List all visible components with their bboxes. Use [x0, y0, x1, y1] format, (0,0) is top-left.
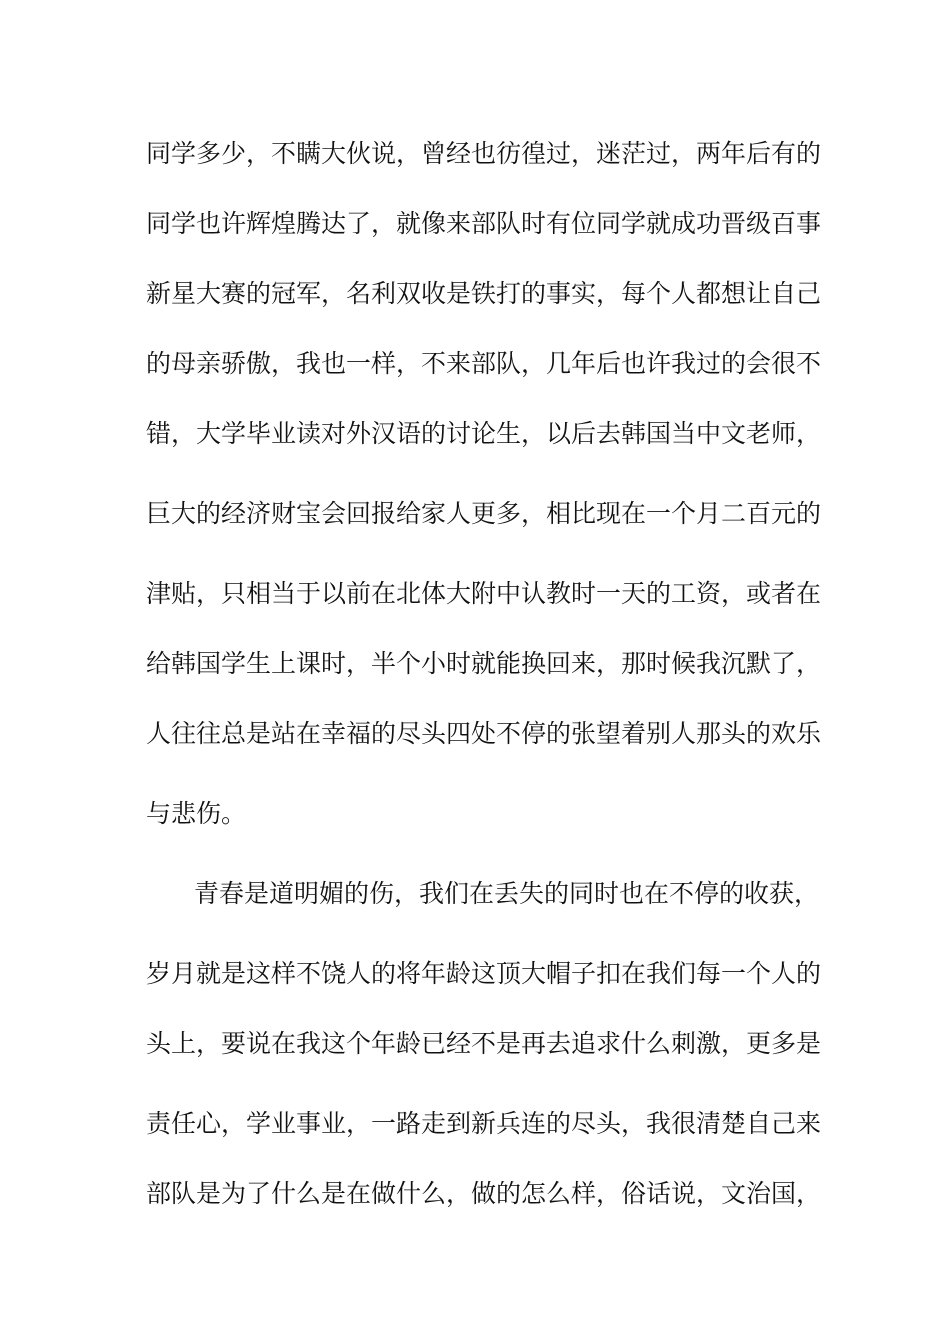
paragraph-2-line-1: 青春是道明媚的伤，我们在丢失的同时也在不停的收获， — [194, 879, 820, 908]
paragraph-1-line-7: 津贴，只相当于以前在北体大附中认教时一天的工资，或者在 — [146, 579, 822, 608]
paragraph-2-line-3: 头上，要说在我这个年龄已经不是再去追求什么刺激，更多是 — [146, 1029, 822, 1058]
paragraph-1-line-5: 错，大学毕业读对外汉语的讨论生，以后去韩国当中文老师， — [146, 419, 822, 448]
paragraph-2-line-4: 责任心，学业事业，一路走到新兵连的尽头，我很清楚自己来 — [146, 1109, 822, 1138]
paragraph-1-line-1: 同学多少，不瞒大伙说，曾经也彷徨过，迷茫过，两年后有的 — [146, 139, 822, 168]
paragraph-1-line-8: 给韩国学生上课时，半个小时就能换回来，那时候我沉默了， — [146, 649, 822, 678]
paragraph-2-line-2: 岁月就是这样不饶人的将年龄这顶大帽子扣在我们每一个人的 — [146, 959, 822, 988]
paragraph-1-line-6: 巨大的经济财宝会回报给家人更多，相比现在一个月二百元的 — [146, 499, 822, 528]
paragraph-1-line-9: 人往往总是站在幸福的尽头四处不停的张望着别人那头的欢乐 — [146, 719, 822, 748]
paragraph-1-line-3: 新星大赛的冠军，名利双收是铁打的事实，每个人都想让自己 — [146, 279, 822, 308]
paragraph-1-line-2: 同学也许辉煌腾达了，就像来部队时有位同学就成功晋级百事 — [146, 209, 822, 238]
paragraph-1-line-4: 的母亲骄傲，我也一样，不来部队，几年后也许我过的会很不 — [146, 349, 822, 378]
paragraph-2-line-5: 部队是为了什么是在做什么，做的怎么样，俗话说，文治国， — [146, 1179, 822, 1208]
paragraph-1-line-10: 与悲伤。 — [146, 799, 247, 828]
